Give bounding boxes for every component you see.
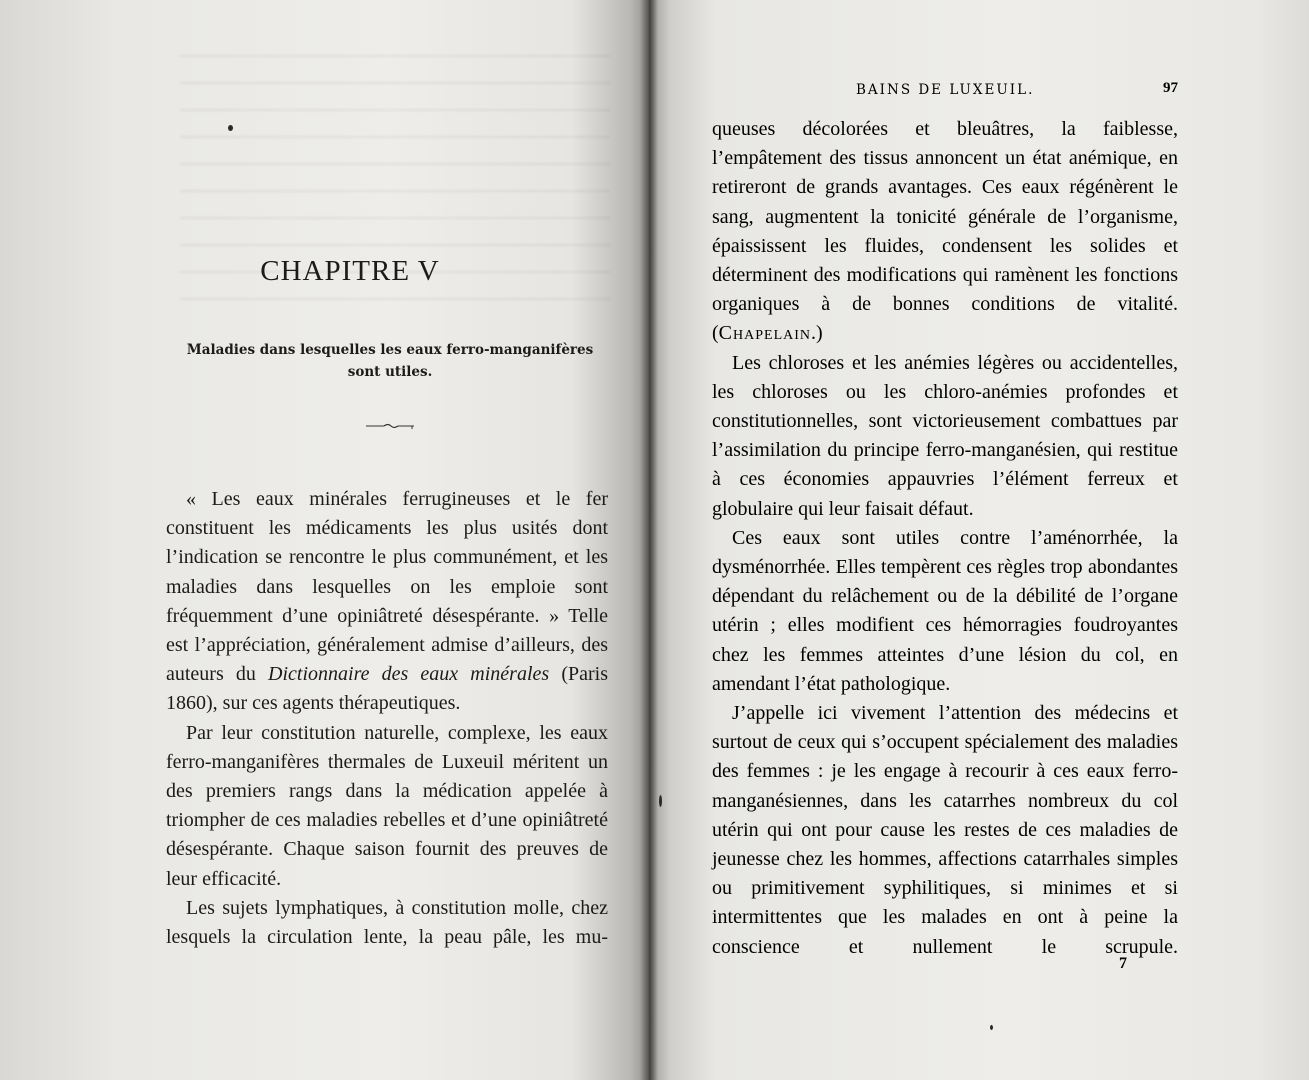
ink-speck	[659, 795, 662, 807]
book-title-italic: Dictionnaire des eaux minérales	[268, 663, 550, 686]
paragraph-text: (Paris 1860), sur ces agents thérapeutiques.	[166, 663, 608, 715]
paragraph: Les sujets lymphatiques, à constitution molle, chez lesquels la circulation lente, la peau pâle, les mu-	[166, 896, 608, 949]
ink-speck	[228, 125, 233, 131]
subtitle-line-2: sont utiles.	[347, 364, 433, 380]
paragraph: J’appelle ici vivement l’attention des médecins et surtout de ceux qui s’occupent spécialement des maladies des femmes : je les engage à recourir à ces eaux ferro-manganésiennes, dans les catarrhes nombreux du col utérin qui ont pour cause les restes de ces maladies de jeunesse chez les hommes, affections catarrhales simples ou primitivement syphilitiques, si minimes et si intermittentes que les malades en ont à peine la conscience et nullement le scrupule.	[712, 702, 1178, 958]
paragraph: Ces eaux sont utiles contre l’aménorrhée, la dysménorrhée. Elles tempèrent ces règles trop abondantes dépendant du relâchement ou de la débilité de l’organe utérin ; elles modifient ces hémorragies foudroyantes chez les femmes atteintes d’une lésion du col, en amendant l’état pathologique.	[712, 526, 1178, 695]
left-page	[0, 0, 650, 1080]
paragraph	[166, 485, 608, 719]
page-number: 97	[1163, 80, 1178, 96]
paragraph: Les chloroses et les anémies légères ou accidentelles, les chloroses ou les chloro-anémies profondes et constitutionnelles, sont victorieusement combattues par l’assimilation du principe ferro-manganésien, qui restitue à ces économies appauvries l’élément ferreux et globulaire qui leur faisait défaut.	[712, 351, 1178, 520]
paragraph: Par leur constitution naturelle, complexe, les eaux ferro-manganifères thermales de Luxeuil méritent un des premiers rangs dans la médication appelée à triompher de ces maladies rebelles et d’une opiniâtreté désespérante. Chaque saison fournit des preuves de leur efficacité.	[166, 721, 608, 890]
paragraph	[712, 115, 1178, 349]
running-head: BAINS DE LUXEUIL.	[856, 82, 1035, 98]
paragraph-text: queuses décolorées et bleuâtres, la faiblesse, l’empâtement des tissus annoncent un état anémique, en retireront de grands avantages. Ces eaux régénèrent le sang, augmentent la tonicité générale de l’organisme, épaississent les fluides, condensent les solides et déterminent des modifications qui ramènent les fonctions organiques à de bonnes conditions de vitalité. (	[712, 118, 1178, 345]
ink-speck	[990, 1025, 993, 1030]
chapter-subtitle	[170, 339, 610, 383]
paragraph-text: .)	[811, 322, 823, 345]
author-name: Chapelain	[718, 322, 812, 345]
book-gutter	[640, 0, 658, 1080]
right-body-text	[712, 115, 1178, 962]
signature-mark: 7	[1119, 955, 1127, 972]
subtitle-line-1: Maladies dans lesquelles les eaux ferro-manganifères	[186, 342, 594, 358]
paragraph-text: « Les eaux minérales ferrugineuses et le fer constituent les médicaments les plus usités dont l’indication se rencontre le plus communément, et les maladies dans lesquelles on les emploie sont fréquemment d’une opiniâtreté désespérante. » Telle est l’appréciation, généralement admise d’ailleurs, des auteurs du	[166, 488, 608, 686]
left-body-text	[166, 485, 608, 952]
ornament-divider	[366, 423, 416, 429]
chapter-title: CHAPITRE V	[260, 255, 440, 287]
